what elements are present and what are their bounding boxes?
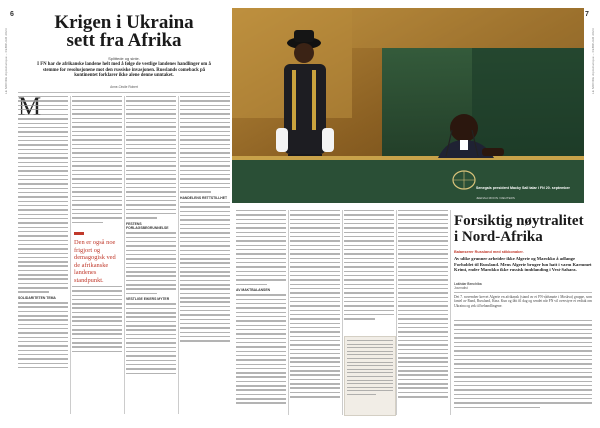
byline-2	[454, 282, 592, 290]
article-2-lead-text: Det 7. november krevet Algerie en afrikansk (stand av et FN-rådsmøte i Moskva) gruppe, som fantel av Rand, Russland, Kina. Kun og fått fil dag og sendet når FN vil overstyre et vedtak om Ukraina og ørk til behandlingene.	[454, 295, 592, 308]
byline: Anne-Cécile Robert	[110, 85, 138, 89]
byline-2-role: Journalist	[454, 286, 468, 291]
un-assembly-photo	[232, 8, 584, 203]
body-column-1	[18, 96, 68, 414]
subhead-5: AV MAKTBALANSEN	[236, 287, 271, 292]
headline-line2: sett fra Afrika	[66, 30, 182, 51]
photo-caption	[476, 186, 580, 190]
footnotes-box	[344, 336, 396, 416]
side-label-right: LE MONDE diplomatique – FEBRUAR 2023	[591, 28, 595, 94]
kicker-2: Balanserer Russland med stikkonaker.	[454, 250, 524, 254]
photo-credit: JEENAH MOON / REUTERS	[476, 196, 515, 200]
page-number-left: 6	[10, 11, 14, 18]
kicker: Splittede og sinte.	[108, 56, 140, 61]
headline-2-line2: i Nord-Afrika	[454, 229, 543, 245]
page-number-right: 7	[585, 11, 589, 18]
body-column-3	[126, 96, 176, 414]
body-column-8	[398, 210, 448, 415]
pull-quote: Den er også noe frigjort og demagogisk ved de afrikanske landenes standpunkt.	[74, 232, 122, 285]
photo-illustration	[232, 8, 584, 203]
header-rule	[18, 92, 230, 93]
deck-2: Av ulike grunner arbeider ikke Algerie og Marokko å adlange Forholdet til Russland. Mens Algerie bruger lun hatt i varm Karmmet Krimi, ender Marokko ikke russisk innblanding i Vest-Sahara.	[454, 256, 592, 273]
headline-2-line1: Forsiktig nøytralitet	[454, 213, 584, 229]
photo-caption-text: Senegals president Macky Sall talar i FN 20. september	[476, 186, 570, 190]
body-column-7	[344, 210, 394, 332]
subhead-2: FESTENS FORLAGSBEGRUNNELSE	[126, 221, 169, 230]
byline-2-name: Lakhdar Benchiba	[454, 282, 482, 286]
body-column-4	[180, 96, 230, 414]
body-column-6	[290, 210, 340, 415]
subhead-3: VESTLIGE EIKERS MYTER	[126, 297, 170, 302]
article-2-rule	[454, 292, 592, 293]
subhead-1: SOLIDARITETEN TEMA	[18, 295, 56, 300]
body-column-5	[236, 210, 286, 415]
article-2-lead	[454, 295, 592, 308]
deck: I FN har de afrikanske landene helt med å følge de vestlige landenes handlinger om å stemme for resolusjonene mot den russiske invasjonen. Russlands comeback på kontinentet forklarer ikke alene denne unntaket.	[37, 62, 211, 79]
subhead-4: HANDELENS RETTSTILLHET	[180, 195, 228, 200]
side-label-left: LE MONDE diplomatique – FEBRUAR 2023	[4, 28, 8, 94]
article-2-body	[454, 320, 592, 415]
headline-line1: Krigen i Ukraina	[54, 12, 194, 33]
